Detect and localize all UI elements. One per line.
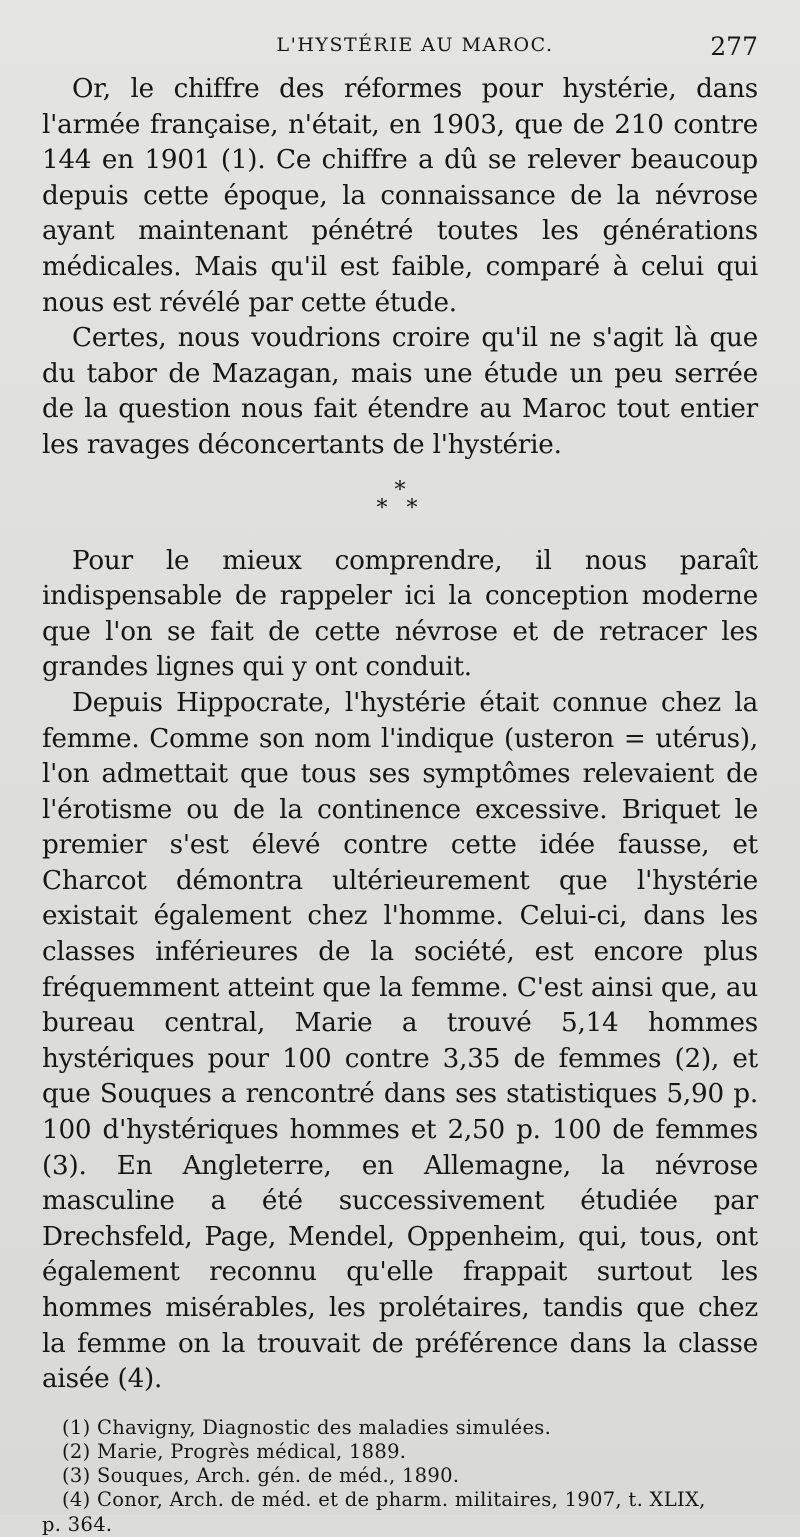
footnote: (2) Marie, Progrès médical, 1889. <box>62 1439 407 1463</box>
footnote: (3) Souques, Arch. gén. de méd., 1890. <box>62 1464 460 1488</box>
paragraph: Pour le mieux comprendre, il nous paraît indispensable de rappeler ici la conception moderne que l'on se fait de cette névrose et de retracer les grandes lignes qui y ont conduit. <box>42 545 758 683</box>
section-break-asterism <box>42 474 758 544</box>
running-head: L'HYSTÉRIE AU MAROC. <box>276 34 554 56</box>
footnotes <box>42 1416 758 1537</box>
body-text <box>42 72 758 1398</box>
page-header <box>42 28 758 68</box>
paragraph: Certes, nous voudrions croire qu'il ne s'agit là que du tabor de Mazagan, mais une étude un peu serrée de la question nous fait étendre au Maroc tout entier les ravages déconcertants de l'hystérie. <box>42 323 758 460</box>
footnote: (1) Chavigny, Diagnostic des maladies simulées. <box>62 1415 552 1439</box>
asterism-bottom: * * <box>376 495 424 521</box>
asterism-top: * <box>394 477 406 503</box>
page-number: 277 <box>710 32 758 61</box>
paragraph: Or, le chiffre des réformes pour hystérie, dans l'armée française, n'était, en 1903, que de 210 contre 144 en 1901 (1). Ce chiffre a dû se relever beaucoup depuis cette époque, la connaissance de la névrose ayant maintenant pénétré toutes les générations médicales. Mais qu'il est faible, comparé à celui qui nous est révélé par cette étude. <box>42 74 758 318</box>
footnote: (4) Conor, Arch. de méd. et de pharm. militaires, 1907, t. XLIX, <box>62 1488 706 1512</box>
paragraph: Depuis Hippocrate, l'hystérie était connue chez la femme. Comme son nom l'indique (usteron = utérus), l'on admettait que tous ses symptômes relevaient de l'érotisme ou de la continence excessive. Briquet le premier s'est élevé contre cette idée fausse, et Charcot démontra ultérieurement que l'hystérie existait également chez l'homme. Celui-ci, dans les classes inférieures de la société, est encore plus fréquemment atteint que la femme. C'est ainsi que, au bureau central, Marie a trouvé 5,14 hommes hystériques pour 100 contre 3,35 de femmes (2), et que Souques a rencontré dans ses statistiques 5,90 p. 100 d'hystériques hommes et 2,50 p. 100 de femmes (3). En Angleterre, en Allemagne, la névrose masculine a été successivement étudiée par Drechsfeld, Page, Mendel, Oppenheim, qui, tous, ont également reconnu qu'elle frappait surtout les hommes misérables, les prolétaires, tandis que chez la femme on la trouvait de préférence dans la classe aisée (4). <box>42 687 758 1395</box>
footnote-continuation: p. 364. <box>42 1512 113 1536</box>
